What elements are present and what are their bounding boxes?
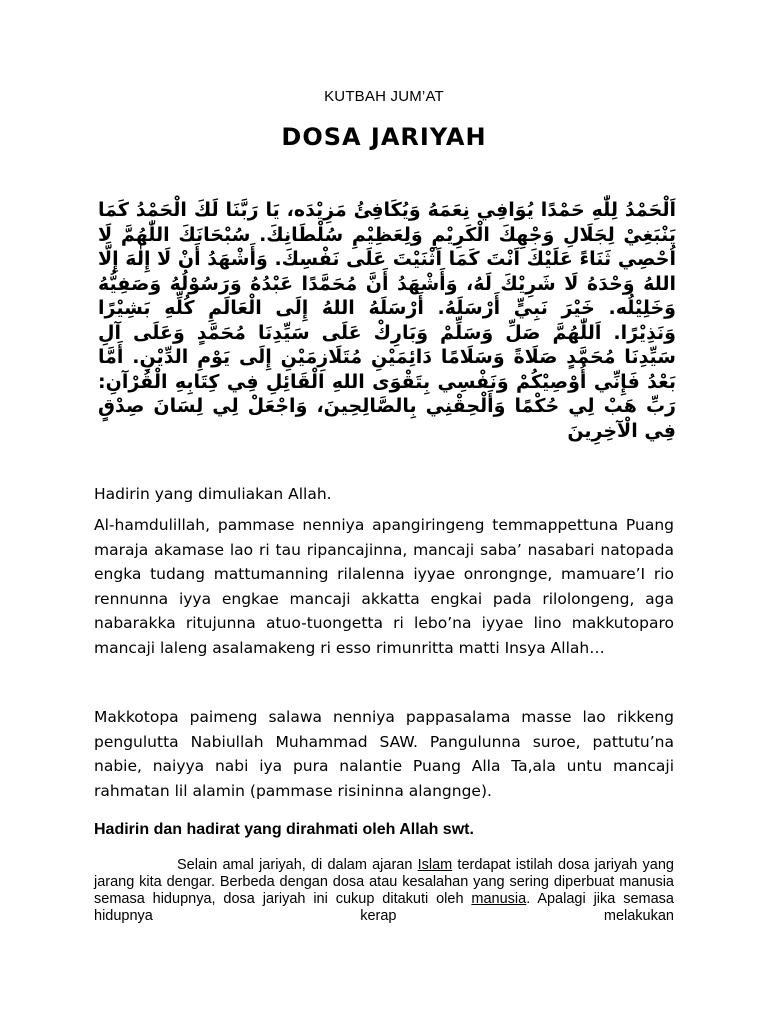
body-paragraph-2: Makkotopa paimeng salawa nenniya pappasalama masse lao rikkeng pengulutta Nabiullah Muhammad SAW. Pangulunna suroe, pattutu’na nabie, naiyya nabi iya pura nalantie Puang Alla Ta,ala untu mancaji rahmatan lil alamin (pammase risininna alangnge). [94,708,674,800]
excerpt-paragraph [94,857,674,925]
excerpt-text-2: terdapat istilah dosa jariyah yang jarang kita dengar. Berbeda dengan dosa atau kesalahan yang sering diperbuat manusia semasa hidupnya, dosa jariyah ini cukup ditakuti oleh [94,857,674,907]
arabic-opening-prayer: اَلْحَمْدُ لِلّٰهِ حَمْدًا يُوَافِي نِعَمَهُ وَيُكَافِئُ مَزِيْدَه، يَا رَبَّنَا لَكَ الْحَمْدُ كَمَا يَنْبَغِيْ لِجَلَالِ وَجْهِكَ الْكَرِيْمِ وَلِعَظِيْمِ سُلْطَانِكَ. سُبْحَانَكَ اللّٰهُمَّ لَا اُحْصِي ثَنَاءً عَلَيْكَ اَنْتَ كَمَا اَثْنَيْتَ عَلَى نَفْسِكَ. وَأَشْهَدُ أَنْ لَا إِلٰهَ إِلَّا اللهُ وَحْدَهُ لَا شَرِيْكَ لَهُ، وَأَشْهَدُ أَنَّ مُحَمَّدًا عَبْدُهُ وَرَسُوْلُهُ وَصَفِيُّهُ وَخَلِيْلُه. خَيْرَ نَبِيٍّ أَرْسَلَهُ. أَرْسَلَهُ اللهُ إِلَى الْعَالَمِ كُلِّهِ بَشِيْرًا وَنَذِيْرًا. اَللّٰهُمَّ صَلِّ وَسَلِّمْ وَبَارِكْ عَلَى سَيِّدِنَا مُحَمَّدٍ وَعَلَى آلِ سَيِّدِنَا مُحَمَّدٍ صَلَاةً وَسَلَامًا دَائِمَيْنِ مُتَلَازِمَيْنِ إِلَى يَوْمِ الدِّيْنِ. أَمَّا بَعْدُ فَإِنِّي أُوْصِيْكُمْ وَنَفْسِي بِتَقْوَى اللهِ الْقَائِلِ فِي كِتَابِهِ الْقُرْآنِ: رَبِّ هَبْ لِي حُكْمًا وَأَلْحِقْنِي بِالصَّالِحِينَ، وَاجْعَلْ لِي لِسَانَ صِدْقٍ فِي الْآخِرِينَ [98,199,676,442]
page-title: DOSA JARIYAH [281,123,487,151]
excerpt-text-3: . Apalagi jika semasa hidupnya kerap melakukan [94,891,674,924]
body-paragraph-1: Al-hamdulillah, pammase nenniya apangiringeng temmappettuna Puang maraja akamase lao ri tau ripancajinna, mancaji saba’ nasabari natopada engka tudang mattumanning rilalenna iyyae onrongnge, mamuare’I rio rennunna iyya engkae mancaji akkatta engkai pada rilolongeng, aga nabarakka ritujunna atuo-tuongetta ri lebo’na iyyae lino makkutoparo mancaji laleng asalamakeng ri esso rimunritta matti Insya Allah… [94,516,674,657]
excerpt-text-1: Selain amal jariyah, di dalam ajaran [177,857,418,873]
greeting-paragraph: Hadirin yang dimuliakan Allah. [94,485,332,503]
section-heading: Hadirin dan hadirat yang dirahmati oleh Allah swt. [94,821,474,838]
islam-link[interactable]: Islam [417,857,453,873]
sermon-label: KUTBAH JUM’AT [324,88,444,105]
manusia-link[interactable]: manusia [471,891,527,907]
